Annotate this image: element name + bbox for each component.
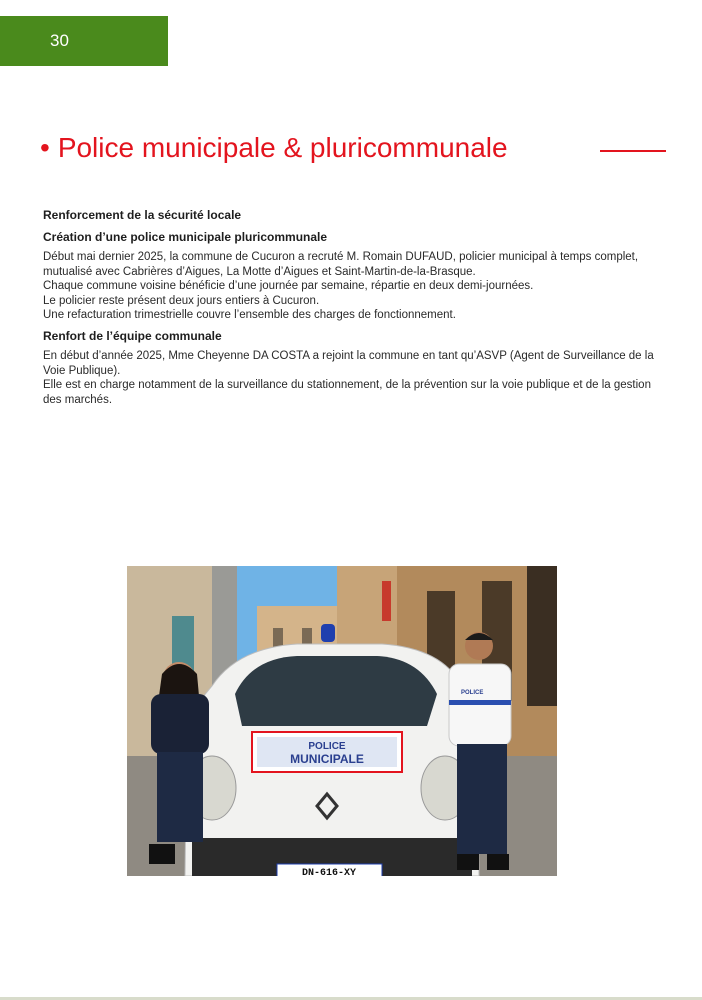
license-plate-text: DN-616-XY (301, 868, 357, 876)
page-title: Police municipale & pluricommunale (57, 132, 508, 163)
van-sign-line1: POLICE (308, 741, 346, 752)
paragraph-duties: Elle est en charge notamment de la surveillance du stationnement, de la prévention sur la voie publique et de la gestion des marchés. (43, 379, 651, 406)
section-title (40, 128, 670, 168)
heading-creation: Création d’une police municipale pluricommunale (43, 230, 328, 244)
paragraph-billing: Une refacturation trimestrielle couvre l’ensemble des charges de fonctionnement. (43, 309, 456, 322)
paragraph-asvp: En début d’année 2025, Mme Cheyenne DA COSTA a rejoint la commune en tant qu’ASVP (Agent de Surveillance de la Voie Publique). (43, 349, 654, 377)
page-number: 30 (50, 31, 69, 50)
title-underline-rule (600, 150, 666, 152)
paragraph-recruitment: Début mai dernier 2025, la commune de Cucuron a recruté M. Romain DUFAUD, policier municipal à temps complet, mutualisé avec Cabrières d’Aigues, La Motte d’Aigues et Saint-Martin-de-la-Brasque. (43, 251, 639, 278)
heading-security: Renforcement de la sécurité locale (43, 208, 242, 222)
police-team-photo (127, 566, 557, 876)
van-sign-line2: MUNICIPALE (290, 752, 364, 766)
uniform-label: POLICE (461, 690, 484, 696)
article-body (43, 207, 668, 407)
heading-renfort: Renfort de l’équipe communale (43, 328, 222, 343)
page-number-tab (0, 16, 168, 66)
title-bullet: • (40, 132, 50, 163)
paragraph-presence: Le policier reste présent deux jours entiers à Cucuron. (43, 294, 320, 307)
paragraph-schedule: Chaque commune voisine bénéficie d’une journée par semaine, répartie en deux demi-journées. (43, 280, 534, 293)
